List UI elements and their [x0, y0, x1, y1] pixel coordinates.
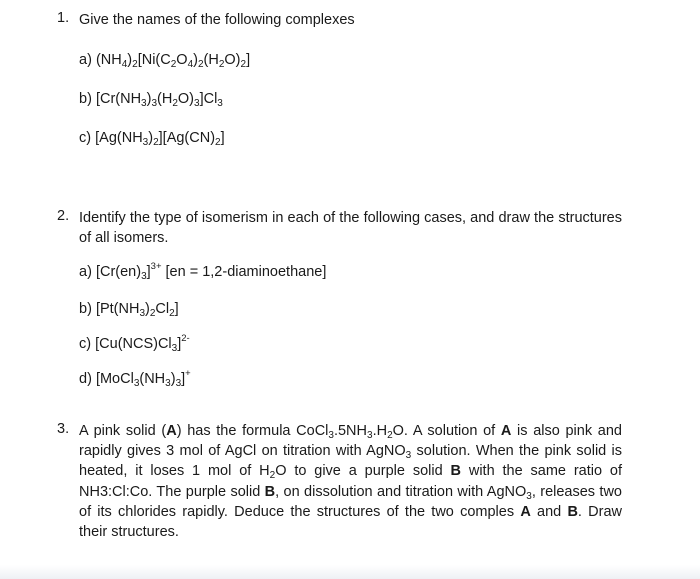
q1-item-b: [79, 91, 223, 107]
question-number: 2.: [57, 208, 70, 224]
item-formula: $[Pt(NH_3)_2Cl_2]$: [95, 301, 179, 319]
item-formula: $[Cu(NCS)Cl_3]^{2-}$: [95, 333, 190, 354]
item-label: a): [79, 264, 92, 280]
item-formula: $[Cr(en)_3]^{3+}$: [95, 261, 162, 282]
question-text: Give the names of the following complexes: [79, 12, 355, 28]
q2-item-a: [79, 261, 327, 282]
q2-item-b: [79, 301, 179, 317]
q1-item-c: [79, 130, 225, 146]
question-3: [57, 421, 622, 542]
item-label: d): [79, 371, 92, 387]
item-label: c): [79, 336, 92, 352]
question-text: Identify the type of isomerism in each of the following cases, and draw the structures of all isomers.: [79, 210, 622, 247]
q1-item-a: [79, 52, 250, 68]
q2-item-d: [79, 368, 191, 389]
q2-item-c: [79, 333, 190, 354]
item-formula: $[Cr(NH_3)_3(H_2O)_3]Cl_3$: [95, 91, 223, 109]
question-text: A pink solid (A) has the formula $CoCl_3.5NH_3.H_2O$. A solution of A is also pink and rapidly gives 3 mol of AgCl on titration with AgNO$_3$ solution. When the pink solid is heated, it loses 1 mol of $H_2O$ to give a purple solid B with the same ratio of NH3:Cl:Co. The purple solid B, on dissolution and titration with AgNO$_3$, releases two of its chlorides rapidly. Deduce the structures of the two comples A and B. Draw their structures.: [79, 423, 623, 541]
item-label: c): [79, 130, 92, 146]
bottom-fade: [0, 565, 700, 579]
question-1: [57, 10, 622, 30]
item-label: a): [79, 52, 92, 68]
question-number: 3.: [57, 421, 70, 437]
item-formula: $(NH_4)_2[Ni(C_2O_4)_2(H_2O)_2]$: [95, 52, 251, 70]
item-formula: $[Ag(NH_3)_2][Ag(CN)_2]$: [95, 130, 225, 148]
item-formula: $[MoCl_3(NH_3)_3]^+$: [95, 368, 191, 389]
item-label: b): [79, 91, 92, 107]
item-note: [en = 1,2-diaminoethane]: [165, 264, 327, 280]
question-2: [57, 208, 622, 248]
item-label: b): [79, 301, 92, 317]
question-number: 1.: [57, 10, 70, 26]
